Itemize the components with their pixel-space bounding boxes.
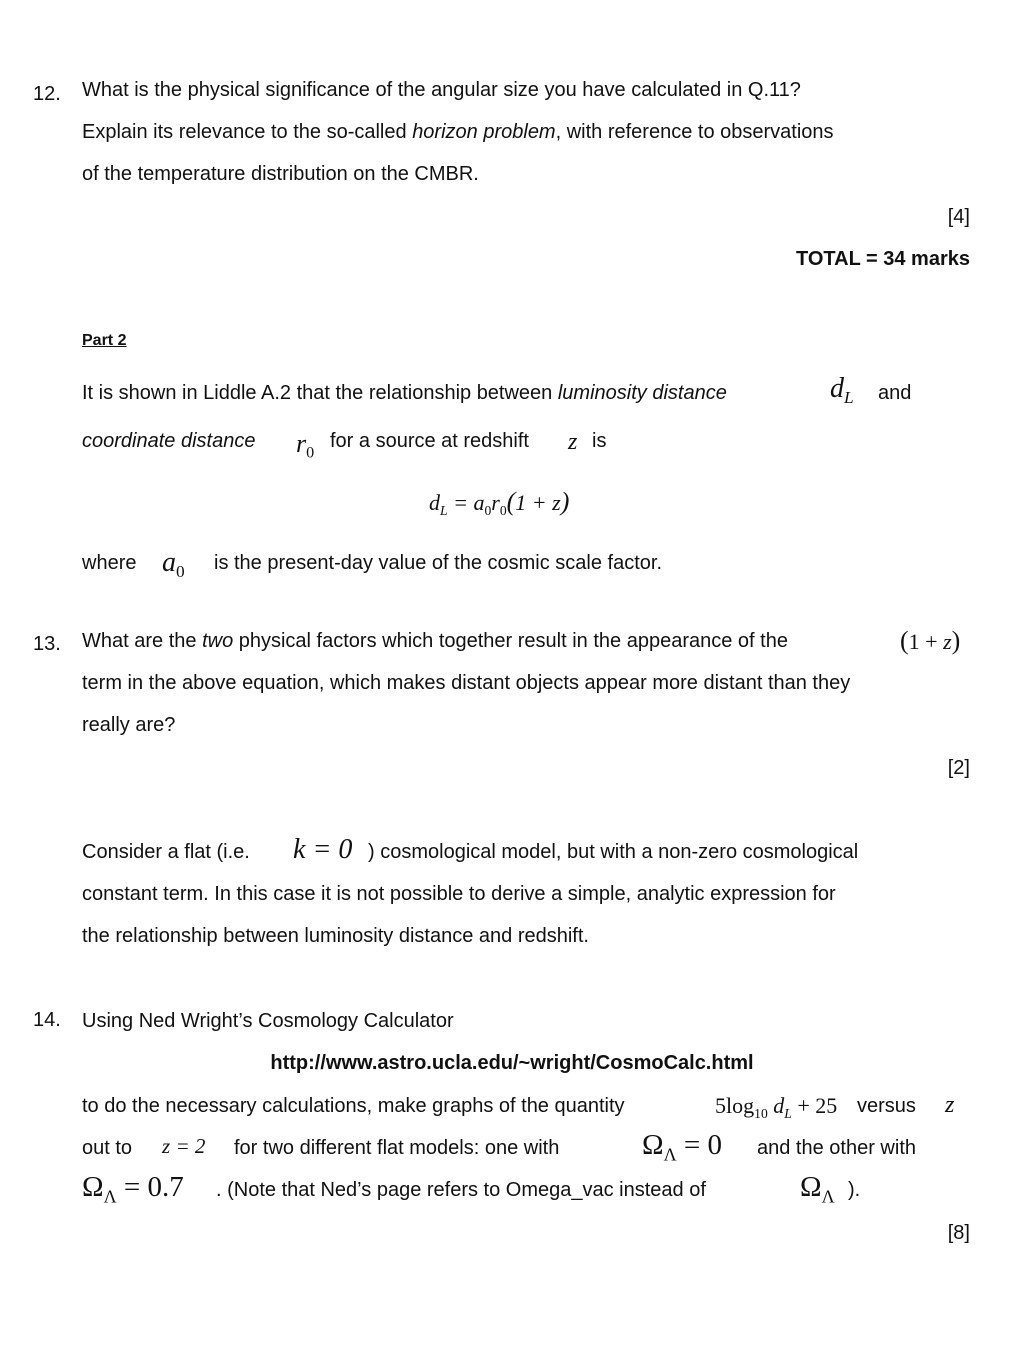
two-emphasis: two <box>202 630 234 652</box>
question-14-line-4-post: and the other with <box>757 1137 916 1159</box>
question-14-line-5-mid: . (Note that Ned’s page refers to Omega_vac instead of <box>216 1179 706 1201</box>
total-marks: TOTAL = 34 marks <box>796 248 970 270</box>
where-description: is the present-day value of the cosmic scale factor. <box>214 552 662 574</box>
question-13-number: 13. <box>33 633 61 655</box>
coordinate-distance-term: coordinate distance <box>82 430 256 452</box>
question-14-number: 14. <box>33 1009 61 1031</box>
omega-lambda-zero: $\Omega_\Lambda = 0$ <box>642 1129 722 1165</box>
question-13-marks: [2] <box>947 757 970 779</box>
question-13-line-1 <box>82 631 788 651</box>
question-14-versus: versus <box>857 1095 916 1117</box>
question-12-line-1: What is the physical significance of the angular size you have calculated in Q.11? <box>82 79 801 101</box>
symbol-z: z <box>568 429 578 455</box>
question-14-line-3-pre: to do the necessary calculations, make graphs of the quantity <box>82 1095 625 1117</box>
symbol-a0: $a_0$ <box>162 547 185 582</box>
question-12-line-3: of the temperature distribution on the CMBR. <box>82 163 479 185</box>
symbol-r0: $r_0$ <box>296 429 315 462</box>
symbol-z-versus: z <box>945 1092 955 1118</box>
where-label: where <box>82 552 137 574</box>
part2-and: and <box>878 382 912 404</box>
symbol-dL: $d_L$ <box>830 373 854 408</box>
one-plus-z-term: (1 + z) <box>900 626 961 655</box>
omega-lambda-point-seven: $\Omega_\Lambda = 0.7$ <box>82 1171 184 1207</box>
part2-is: is <box>592 430 607 452</box>
question-14-line-4-mid: for two different flat models: one with <box>234 1137 560 1159</box>
part2-line-1 <box>82 383 727 403</box>
question-13-line-3: really are? <box>82 714 176 736</box>
question-14-line-5-post: ). <box>848 1179 861 1201</box>
omega-lambda-symbol: $\Omega_\Lambda$ <box>800 1171 835 1207</box>
flat-paragraph-line-1-pre: Consider a flat (i.e. <box>82 841 250 863</box>
q12-text-2: , with reference to observations <box>555 121 834 143</box>
flat-paragraph-line-1-post: ) cosmological model, but with a non-zero cosmological <box>368 841 859 863</box>
q12-text: Explain its relevance to the so-called <box>82 121 413 143</box>
question-14-marks: [8] <box>947 1222 970 1244</box>
question-12-line-2 <box>82 122 834 142</box>
luminosity-distance-equation: $d_L = a_0r_0(1 + z)$ <box>429 487 570 518</box>
z-equals-two: z = 2 <box>162 1134 206 1158</box>
question-14-line-1: Using Ned Wright’s Cosmology Calculator <box>82 1010 454 1032</box>
part2-text: It is shown in Liddle A.2 that the relationship between <box>82 382 558 404</box>
k-equals-zero: k = 0 <box>293 834 353 865</box>
question-12-marks: [4] <box>947 206 970 228</box>
question-14-out-to: out to <box>82 1137 133 1159</box>
horizon-problem-term: horizon problem <box>412 121 556 143</box>
cosmology-calculator-url[interactable]: http://www.astro.ucla.edu/~wright/CosmoCalc.html <box>270 1052 754 1074</box>
q13-text-2: physical factors which together result in the appearance of the <box>233 630 788 652</box>
question-13-line-2: term in the above equation, which makes distant objects appear more distant than they <box>82 672 851 694</box>
question-12-number: 12. <box>33 83 61 105</box>
flat-paragraph-line-3: the relationship between luminosity distance and redshift. <box>82 925 589 947</box>
part2-line-2-mid: for a source at redshift <box>330 430 529 452</box>
q13-text: What are the <box>82 630 203 652</box>
part-2-heading: Part 2 <box>82 332 127 349</box>
distance-modulus-expression: $5\log_{10}$ $d_L + 25$ <box>715 1093 838 1121</box>
flat-paragraph-line-2: constant term. In this case it is not possible to derive a simple, analytic expression for <box>82 883 836 905</box>
luminosity-distance-term: luminosity distance <box>557 382 727 404</box>
